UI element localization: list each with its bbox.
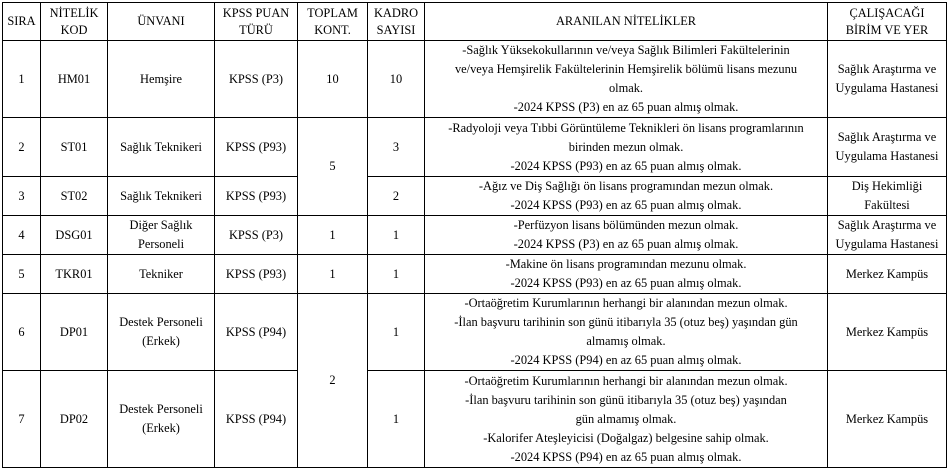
cell-nitelikler <box>425 41 828 118</box>
birim-line2: Uygulama Hastanesi <box>835 149 939 163</box>
header-sira <box>3 3 41 41</box>
requirement-line: -Radyoloji veya Tıbbi Görüntüleme Teknikleri ön lisans programlarının <box>448 120 804 135</box>
header-calisacagi-birim <box>828 3 947 41</box>
birim-line1: Sağlık Araştırma ve <box>837 218 937 232</box>
cell-birim: Merkez Kampüs <box>828 371 947 468</box>
table-row <box>3 255 947 294</box>
cell-puan: KPSS (P93) <box>215 177 298 216</box>
cell-kod: HM01 <box>41 41 108 118</box>
cell-nitelikler <box>425 177 828 216</box>
cell-kadro: 1 <box>368 216 425 255</box>
cell-nitelikler <box>425 371 828 468</box>
header-birim-line1: ÇALIŞACAĞI <box>849 5 925 20</box>
requirement-line: -Ortaöğretim Kurumlarının herhangi bir alanından mezun olmak. <box>464 373 788 388</box>
header-row <box>3 3 947 41</box>
cell-kod: ST02 <box>41 177 108 216</box>
cell-sira: 3 <box>3 177 41 216</box>
cell-birim <box>828 41 947 118</box>
cell-nitelikler <box>425 216 828 255</box>
cell-unvan: Hemşire <box>108 41 215 118</box>
birim-line1: Sağlık Araştırma ve <box>837 130 937 144</box>
cell-puan: KPSS (P93) <box>215 118 298 177</box>
header-kadro-line2: SAYISI <box>376 22 416 37</box>
cell-kod: TKR01 <box>41 255 108 294</box>
header-toplam-kont <box>298 3 368 41</box>
header-birim-line2: BİRİM VE YER <box>845 22 929 37</box>
requirement-line: -2024 KPSS (P93) en az 65 puan almış olmak. <box>510 198 742 212</box>
header-kpss-puan-turu <box>215 3 298 41</box>
cell-kadro: 2 <box>368 177 425 216</box>
cell-kadro: 1 <box>368 371 425 468</box>
birim-line2: Uygulama Hastanesi <box>835 237 939 251</box>
requirement-line: -2024 KPSS (P3) en az 65 puan almış olmak. <box>513 100 739 114</box>
cell-kadro: 1 <box>368 294 425 371</box>
cell-puan: KPSS (P3) <box>215 41 298 118</box>
cell-kod: DP01 <box>41 294 108 371</box>
cell-unvan: Sağlık Teknikeri <box>108 177 215 216</box>
requirement-line: -Kalorifer Ateşleyicisi (Doğalgaz) belgesine sahip olmak. <box>483 430 769 445</box>
header-toplam-line2: KONT. <box>314 22 351 37</box>
requirement-line: gün almamış olmak. <box>575 411 677 426</box>
requirement-line: birinden mezun olmak. <box>568 139 684 154</box>
cell-kod: ST01 <box>41 118 108 177</box>
header-puan-line1: KPSS PUAN <box>222 5 290 20</box>
cell-unvan <box>108 294 215 371</box>
cell-birim: Merkez Kampüs <box>828 255 947 294</box>
cell-unvan <box>108 371 215 468</box>
table-row <box>3 216 947 255</box>
cell-nitelikler <box>425 118 828 177</box>
cell-toplam: 1 <box>298 216 368 255</box>
cell-birim <box>828 177 947 216</box>
requirement-line: -Makine ön lisans programından mezunu olmak. <box>505 257 747 271</box>
header-puan-line2: TÜRÜ <box>239 22 273 37</box>
cell-puan: KPSS (P94) <box>215 371 298 468</box>
requirement-line: -2024 KPSS (P94) en az 65 puan almış olmak. <box>510 353 742 367</box>
requirement-line: -Ağız ve Diş Sağlığı ön lisans programından mezun olmak. <box>478 179 774 193</box>
birim-line2: Uygulama Hastanesi <box>835 81 939 95</box>
cell-sira: 4 <box>3 216 41 255</box>
table-row <box>3 294 947 371</box>
cell-unvan: Sağlık Teknikeri <box>108 118 215 177</box>
header-unvan <box>108 3 215 41</box>
requirement-line: ve/veya Hemşirelik Fakültelerinin Hemşirelik bölümü lisans mezunu <box>454 62 798 76</box>
unvan-line2: (Erkek) <box>142 334 180 348</box>
cell-nitelikler <box>425 255 828 294</box>
requirement-line: -2024 KPSS (P93) en az 65 puan almış olmak. <box>510 158 742 173</box>
cell-sira: 7 <box>3 371 41 468</box>
requirement-line: -2024 KPSS (P3) en az 65 puan almış olmak. <box>513 237 739 251</box>
cell-nitelikler <box>425 294 828 371</box>
cell-kadro: 1 <box>368 255 425 294</box>
header-kadro-line1: KADRO <box>373 5 419 20</box>
header-sira-label: SIRA <box>7 14 36 28</box>
requirement-line: -İlan başvuru tarihinin son günü itibarıyla 35 (otuz beş) yaşından <box>465 392 787 407</box>
header-unvan-label: ÜNVANI <box>137 14 185 28</box>
unvan-line2: Personeli <box>137 237 185 251</box>
unvan-line1: Destek Personeli <box>119 315 203 329</box>
requirement-line: -Perfüzyon lisans bölümünden mezun olmak. <box>513 218 739 232</box>
header-nitelikler-label: ARANILAN NİTELİKLER <box>555 14 697 28</box>
cell-kadro: 3 <box>368 118 425 177</box>
cell-toplam: 1 <box>298 255 368 294</box>
cell-sira: 2 <box>3 118 41 177</box>
birim-line1: Sağlık Araştırma ve <box>837 62 937 76</box>
birim-line2: Fakültesi <box>864 198 910 212</box>
cell-kod: DSG01 <box>41 216 108 255</box>
cell-kod: DP02 <box>41 371 108 468</box>
header-nitelik-kod <box>41 3 108 41</box>
unvan-line2: (Erkek) <box>142 421 180 435</box>
cell-toplam: 10 <box>298 41 368 118</box>
cell-puan: KPSS (P94) <box>215 294 298 371</box>
table-row <box>3 177 947 216</box>
header-kadro-sayisi <box>368 3 425 41</box>
position-requirements-table <box>2 2 947 468</box>
cell-unvan <box>108 216 215 255</box>
cell-birim: Merkez Kampüs <box>828 294 947 371</box>
table-row <box>3 41 947 118</box>
header-kod-line1: NİTELİK <box>49 5 99 20</box>
table-row <box>3 118 947 177</box>
requirement-line: olmak. <box>608 81 644 95</box>
unvan-line1: Diğer Sağlık <box>129 218 193 232</box>
header-aranilan-nitelikler <box>425 3 828 41</box>
requirement-line: -Sağlık Yüksekokullarının ve/veya Sağlık Bilimleri Fakültelerinin <box>462 43 790 57</box>
cell-birim <box>828 216 947 255</box>
cell-sira: 1 <box>3 41 41 118</box>
cell-unvan: Tekniker <box>108 255 215 294</box>
cell-puan: KPSS (P3) <box>215 216 298 255</box>
cell-puan: KPSS (P93) <box>215 255 298 294</box>
cell-kadro: 10 <box>368 41 425 118</box>
header-kod-line2: KOD <box>60 22 88 37</box>
unvan-line1: Destek Personeli <box>119 402 203 416</box>
requirement-line: almamış olmak. <box>586 334 666 348</box>
birim-line1: Diş Hekimliği <box>851 179 923 193</box>
table-row <box>3 371 947 468</box>
requirement-line: -2024 KPSS (P93) en az 65 puan almış olmak. <box>510 276 742 290</box>
cell-sira: 6 <box>3 294 41 371</box>
requirement-line: -2024 KPSS (P94) en az 65 puan almış olmak. <box>510 449 742 464</box>
cell-toplam-merged: 2 <box>298 294 368 468</box>
requirement-line: -İlan başvuru tarihinin son günü itibarıyla 35 (otuz beş) yaşından gün <box>454 315 798 329</box>
cell-sira: 5 <box>3 255 41 294</box>
cell-birim <box>828 118 947 177</box>
header-toplam-line1: TOPLAM <box>307 5 358 20</box>
cell-toplam-merged: 5 <box>298 118 368 216</box>
requirement-line: -Ortaöğretim Kurumlarının herhangi bir alanından mezun olmak. <box>464 296 788 310</box>
